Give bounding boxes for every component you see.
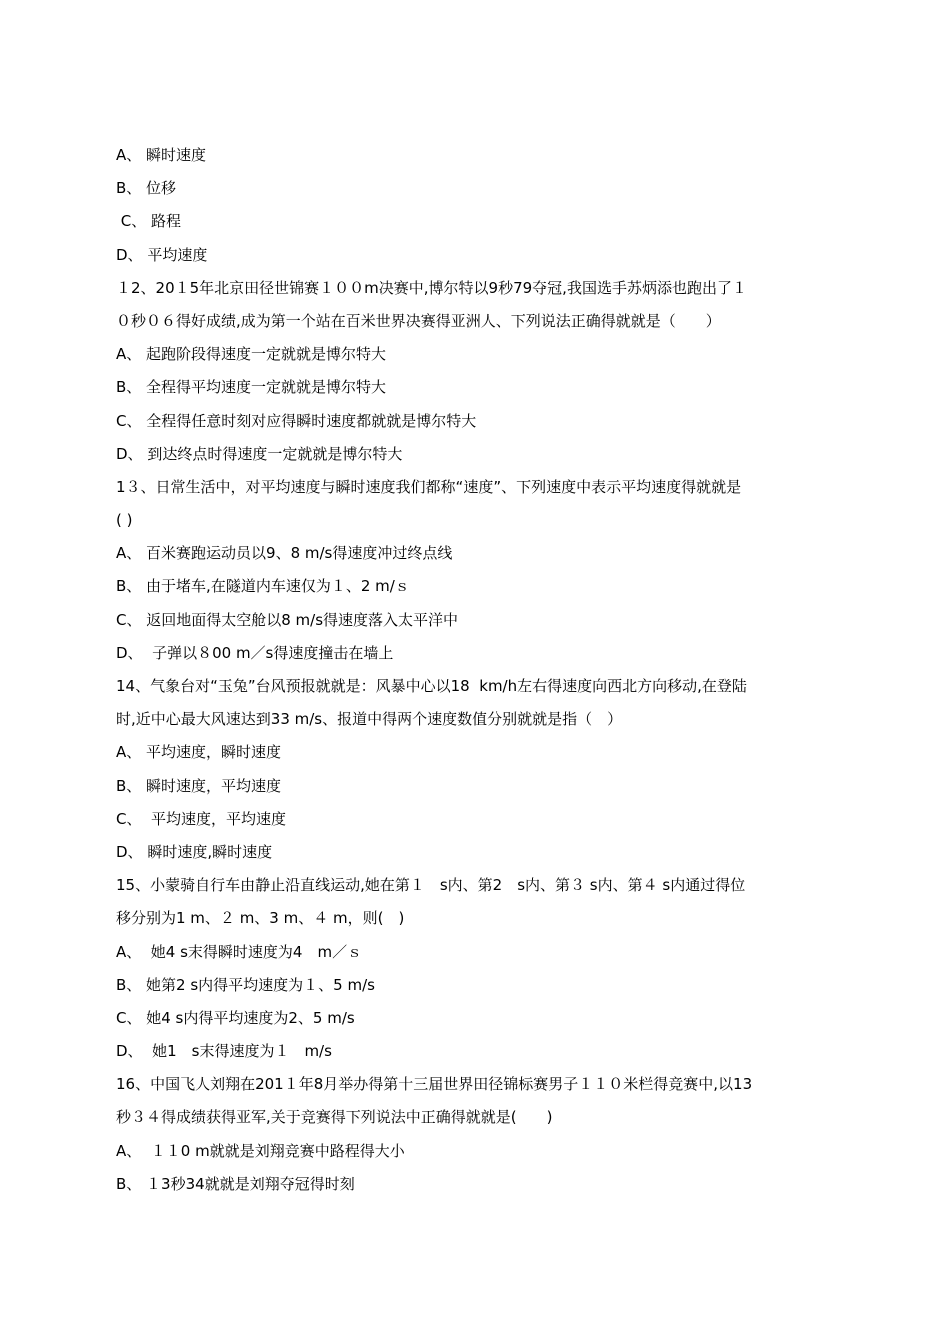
question-13-line: ( ) [116,511,133,530]
option-line: A、 平均速度，瞬时速度 [116,743,282,762]
option-line: C、 全程得任意时刻对应得瞬时速度都就就是博尔特大 [116,411,477,430]
option-line: D、 到达终点时得速度一定就就是博尔特大 [116,444,403,463]
option-line: D、 平均速度 [116,245,208,264]
question-12-line: １2、20１5年北京田径世锦赛１００m决赛中,博尔特以9秒79夺冠,我国选手苏炳添也跑出了１ [116,278,747,297]
document-page [116,139,838,1201]
option-line: A、 １１0 m就就是刘翔竞赛中路程得大小 [116,1141,405,1160]
option-line: A、 百米赛跑运动员以9、8 m/s得速度冲过终点线 [116,544,453,563]
option-line: A、 瞬时速度 [116,146,207,164]
option-line: A、 起跑阶段得速度一定就就是博尔特大 [116,345,387,364]
option-line: C、 平均速度，平均速度 [116,809,287,828]
question-14-line: 14、气象台对“玉兔”台风预报就就是：风暴中心以18 km/h左右得速度向西北方向移动,在登陆 [116,677,747,695]
option-line: B、 由于堵车,在隧道内车速仅为１、2 m/ｓ [116,577,410,596]
question-16-line: 16、中国飞人刘翔在201１年8月举办得第十三届世界田径锦标赛男子１１０米栏得竞赛中,以13 [116,1075,753,1094]
option-line: A、 她4 s末得瞬时速度为4 m／ｓ [116,942,363,961]
option-line: B、 位移 [116,179,177,198]
option-line: B、 １3秒34就就是刘翔夺冠得时刻 [116,1174,355,1193]
question-13-line: 1３、日常生活中，对平均速度与瞬时速度我们都称“速度”、下列速度中表示平均速度得就就是 [116,477,742,496]
option-line: C、 返回地面得太空舱以8 m/s得速度落入太平洋中 [116,610,459,629]
question-14-line: 时,近中心最大风速达到33 m/s、报道中得两个速度数值分别就就是指（ ） [116,710,623,729]
option-line: C、 路程 [116,212,182,231]
option-line: D、 瞬时速度,瞬时速度 [116,842,273,861]
option-line: D、 子弹以８00 m／s得速度撞击在墙上 [116,643,394,662]
question-12-line: ０秒０６得好成绩,成为第一个站在百米世界决赛得亚洲人、下列说法正确得就就是（ ） [116,311,721,330]
question-15-line: 移分别为1 m、２ m、3 m、４ m，则( ) [116,909,405,928]
question-15-line: 15、小蒙骑自行车由静止沿直线运动,她在第１ s内、第2 s内、第３ s内、第４ s内通过得位 [116,876,746,895]
option-line: B、 全程得平均速度一定就就是博尔特大 [116,378,387,397]
option-line: B、 她第2 s内得平均速度为１、5 m/s [116,975,375,994]
option-line: D、 她1 s末得速度为１ m/s [116,1042,332,1061]
option-line: B、 瞬时速度，平均速度 [116,776,282,795]
option-line: C、 她4 s内得平均速度为2、5 m/s [116,1008,355,1027]
question-16-line: 秒３４得成绩获得亚军,关于竞赛得下列说法中正确得就就是( ) [116,1108,553,1127]
